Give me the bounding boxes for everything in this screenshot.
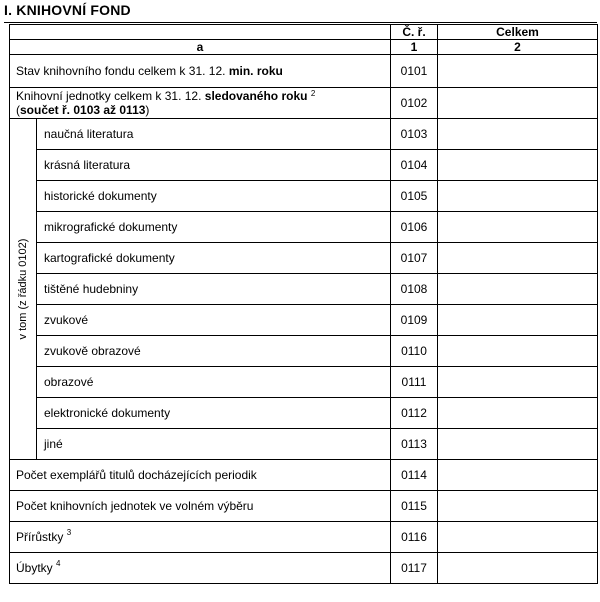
table-row-0108	[10, 274, 598, 305]
row-code: 0103	[391, 119, 438, 150]
row-label: Počet knihovních jednotek ve volném výběru	[10, 491, 391, 522]
total-value-input[interactable]	[438, 367, 598, 398]
header-col-1: 1	[391, 40, 438, 55]
header-blank-cell	[10, 25, 391, 40]
table-row-0104	[10, 150, 598, 181]
row-code: 0114	[391, 460, 438, 491]
total-value-input[interactable]	[438, 522, 598, 553]
row-label-paren-open: (	[16, 103, 20, 117]
total-value-input[interactable]	[438, 181, 598, 212]
row-label: naučná literatura	[37, 119, 391, 150]
row-label: obrazové	[37, 367, 391, 398]
table-row-0110	[10, 336, 598, 367]
row-label: historické dokumenty	[37, 181, 391, 212]
total-value-input[interactable]	[438, 553, 598, 584]
row-code: 0111	[391, 367, 438, 398]
total-value-input[interactable]	[438, 119, 598, 150]
table-row-0112	[10, 398, 598, 429]
total-value-input[interactable]	[438, 491, 598, 522]
vertical-label-text: v tom (z řádku 0102)	[17, 238, 29, 340]
row-label	[10, 55, 391, 88]
row-code: 0109	[391, 305, 438, 336]
row-label: jiné	[37, 429, 391, 460]
vertical-group-label	[10, 119, 37, 460]
table-row-0101	[10, 55, 598, 88]
row-label	[10, 553, 391, 584]
table-row-0111	[10, 367, 598, 398]
header-row	[10, 25, 598, 40]
section-title: I. KNIHOVNÍ FOND	[4, 2, 131, 18]
row-code: 0104	[391, 150, 438, 181]
header-total: Celkem	[438, 25, 598, 40]
footnote-marker: 2	[310, 89, 316, 98]
table-row-0103	[10, 119, 598, 150]
footnote-marker: 4	[56, 559, 61, 568]
row-code: 0101	[391, 55, 438, 88]
row-label-bold: sledovaného roku	[204, 89, 308, 103]
total-value-input[interactable]	[438, 305, 598, 336]
row-label: Počet exemplářů titulů docházejících periodik	[10, 460, 391, 491]
row-label: tištěné hudebniny	[37, 274, 391, 305]
table-row-0113	[10, 429, 598, 460]
row-code: 0115	[391, 491, 438, 522]
row-code: 0112	[391, 398, 438, 429]
total-value-input[interactable]	[438, 55, 598, 88]
row-code: 0117	[391, 553, 438, 584]
row-label	[10, 522, 391, 553]
row-label: kartografické dokumenty	[37, 243, 391, 274]
table-row-0116	[10, 522, 598, 553]
row-code: 0106	[391, 212, 438, 243]
row-label-text: Stav knihovního fondu celkem k 31. 12.	[16, 64, 226, 78]
table-row-0114	[10, 460, 598, 491]
row-label: elektronické dokumenty	[37, 398, 391, 429]
row-label: zvukové	[37, 305, 391, 336]
row-label-text: Knihovní jednotky celkem k 31. 12.	[16, 89, 202, 103]
table-row-0115	[10, 491, 598, 522]
table-row-0105	[10, 181, 598, 212]
row-label: mikrografické dokumenty	[37, 212, 391, 243]
header-code: Č. ř.	[391, 25, 438, 40]
row-label-text: Přírůstky	[16, 530, 64, 544]
row-label-text: Úbytky	[16, 561, 53, 575]
total-value-input[interactable]	[438, 429, 598, 460]
header-col-a: a	[10, 40, 391, 55]
row-label: zvukově obrazové	[37, 336, 391, 367]
title-underline	[4, 22, 597, 23]
total-value-input[interactable]	[438, 88, 598, 119]
row-label: krásná literatura	[37, 150, 391, 181]
row-code: 0116	[391, 522, 438, 553]
total-value-input[interactable]	[438, 274, 598, 305]
row-code: 0108	[391, 274, 438, 305]
row-code: 0105	[391, 181, 438, 212]
total-value-input[interactable]	[438, 460, 598, 491]
table-row-0102	[10, 88, 598, 119]
total-value-input[interactable]	[438, 336, 598, 367]
total-value-input[interactable]	[438, 398, 598, 429]
row-label-paren-close: )	[145, 103, 150, 117]
table-row-0109	[10, 305, 598, 336]
table-row-0106	[10, 212, 598, 243]
total-value-input[interactable]	[438, 243, 598, 274]
total-value-input[interactable]	[438, 212, 598, 243]
row-code: 0110	[391, 336, 438, 367]
table-row-0117	[10, 553, 598, 584]
row-label-bold: min. roku	[228, 64, 283, 78]
row-code: 0107	[391, 243, 438, 274]
table-row-0107	[10, 243, 598, 274]
row-label-sum-note: součet ř. 0103 až 0113	[20, 103, 146, 117]
library-fund-table	[9, 24, 598, 584]
row-label	[10, 88, 391, 119]
row-code: 0102	[391, 88, 438, 119]
header-index-row	[10, 40, 598, 55]
header-col-2: 2	[438, 40, 598, 55]
footnote-marker: 3	[66, 528, 72, 537]
total-value-input[interactable]	[438, 150, 598, 181]
row-code: 0113	[391, 429, 438, 460]
